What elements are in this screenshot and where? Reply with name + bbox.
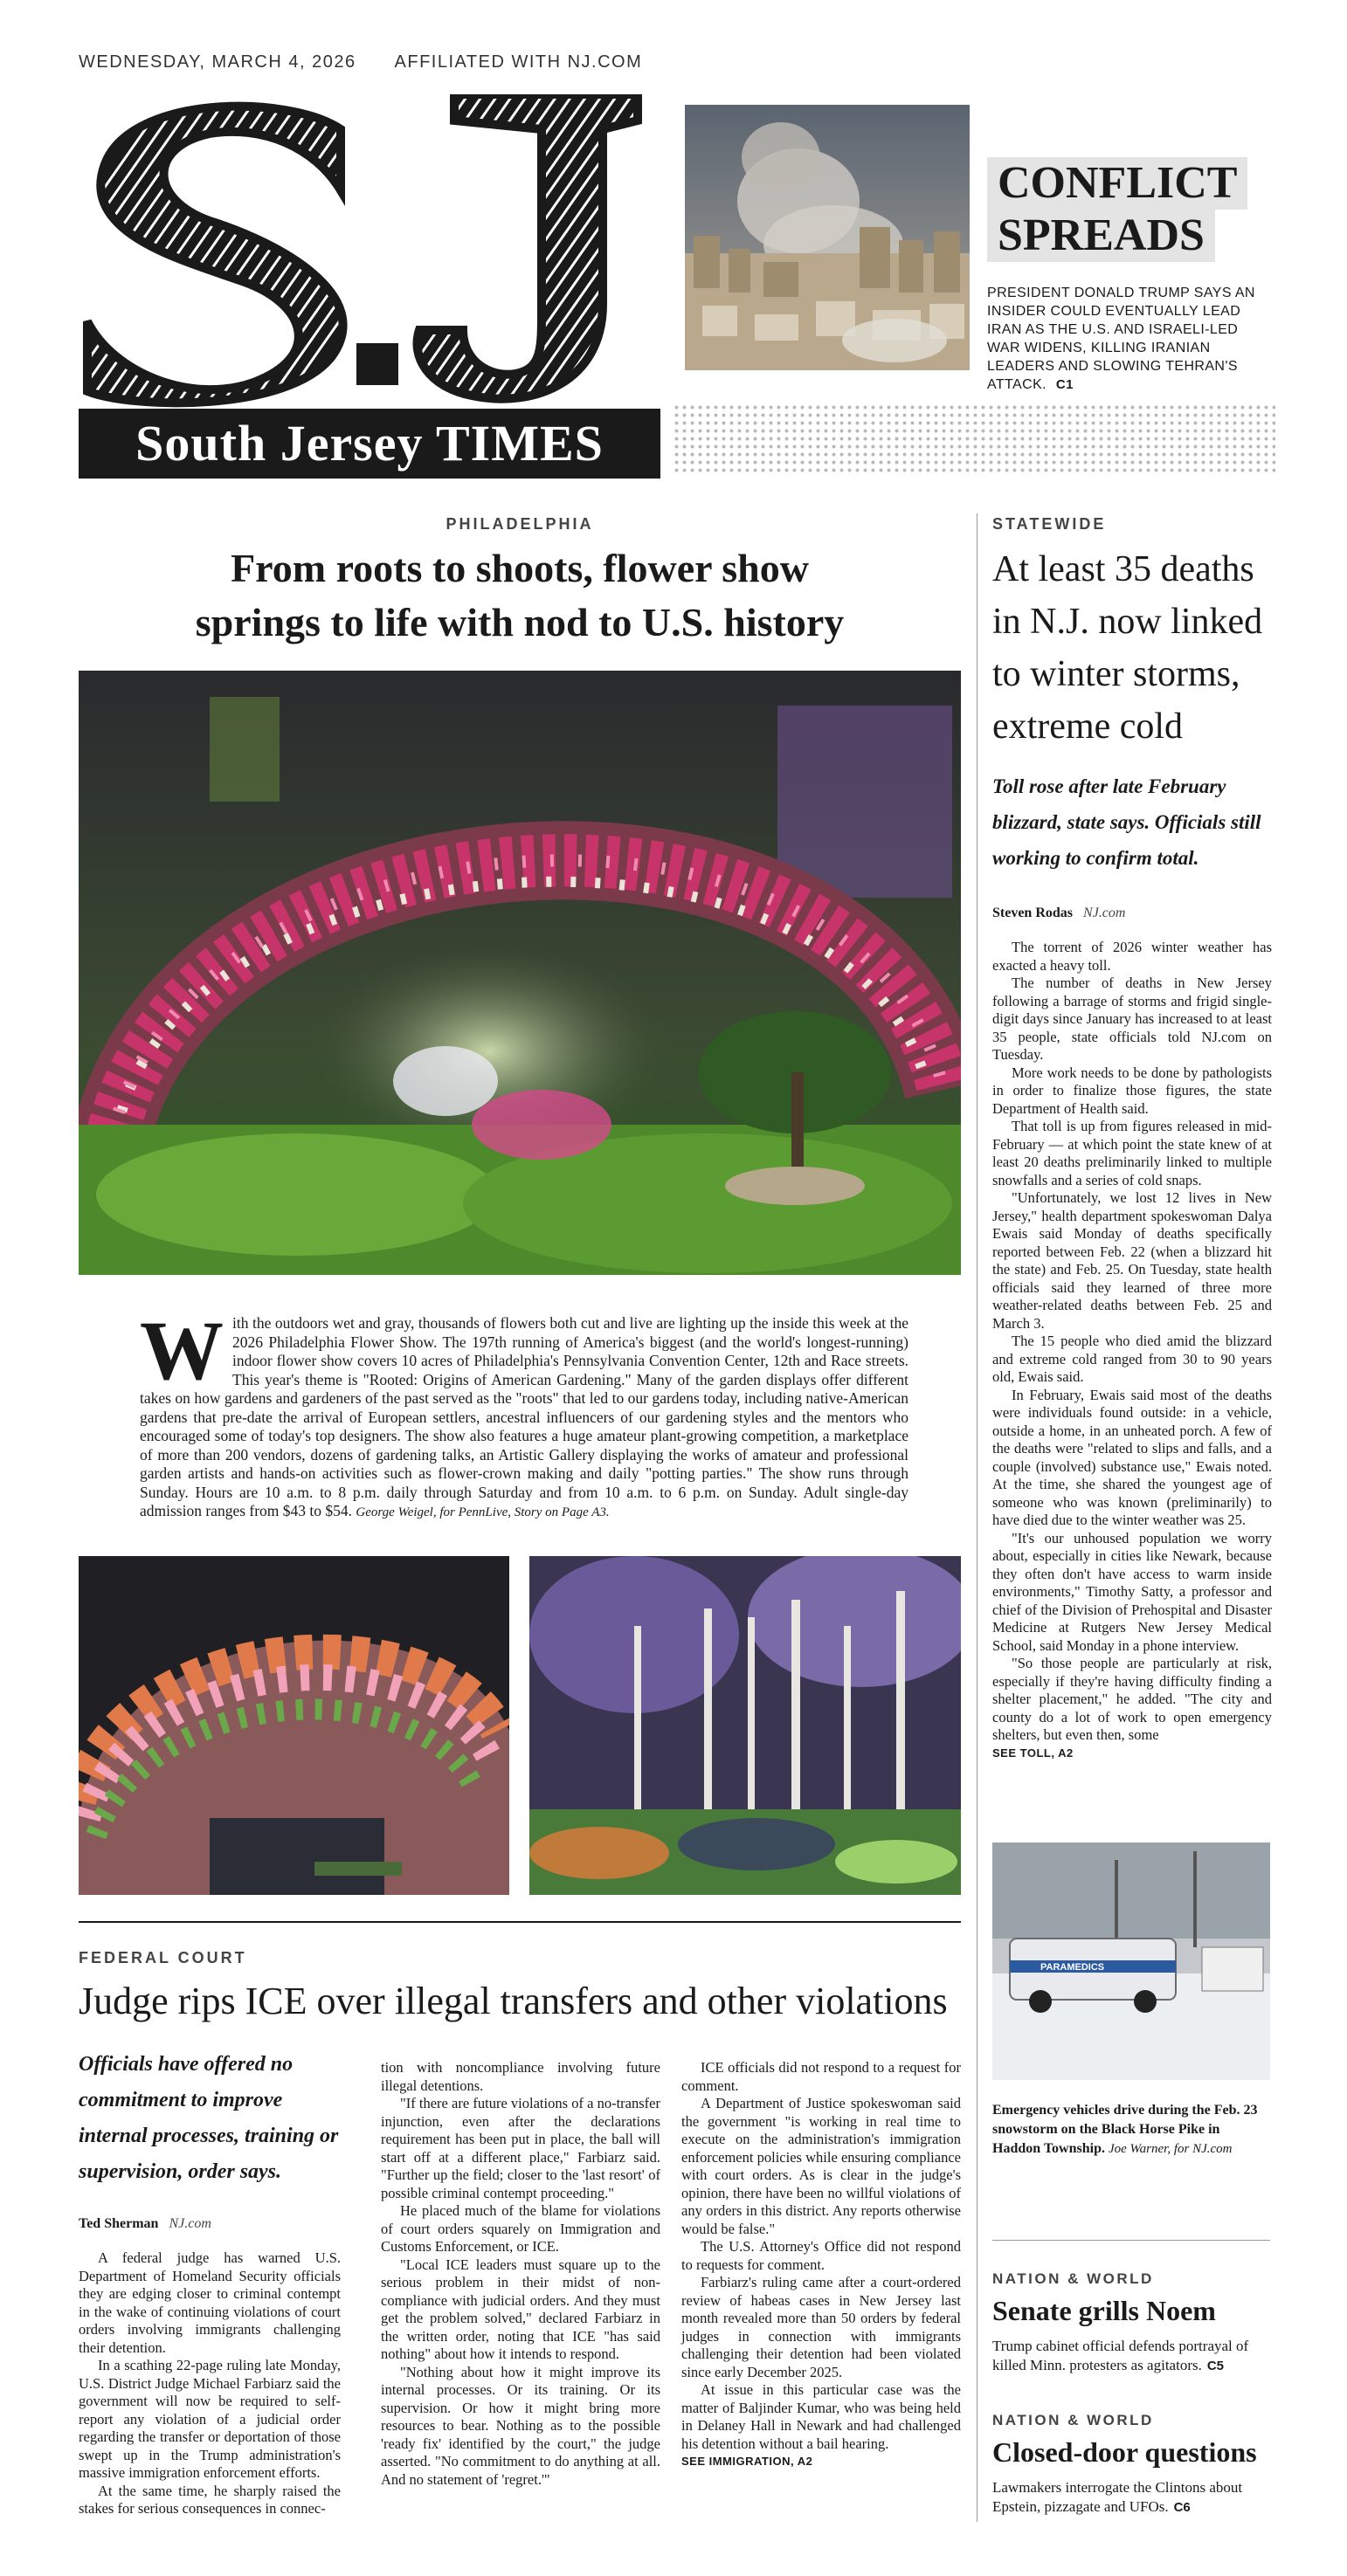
ice-kicker: FEDERAL COURT <box>79 1949 247 1966</box>
hero-deck-text: PRESIDENT DONALD TRUMP SAYS AN INSIDER COULD EVENTUALLY LEAD IRAN AS THE U.S. AND ISRAELI-LED WAR WIDENS, KILLING IRANIAN LEADERS AND SLOWING TEHRAN'S ATTACK. <box>987 286 1255 392</box>
ice-jump-link[interactable]: SEE IMMIGRATION, A2 <box>681 2455 813 2468</box>
paragraph: "So those people are particularly at risk, especially if they're having difficulty finding a shelter placement," he added. "The city and county do a lot of work to open emergency shelters, but even then, some <box>992 1655 1272 1743</box>
brief-page-ref[interactable]: C5 <box>1206 2359 1225 2373</box>
flower-show-arch-photo[interactable] <box>79 671 961 1275</box>
paragraph: A Department of Justice spokeswoman said the government "is working in real time to execute on the administration's immigration enforcement policies while ensuring compliance with court orders. As is clear in the judge's opinion, there have been no willful violations of any orders in this district. Any reports otherwise would be false." <box>681 2095 961 2237</box>
paragraph: ICE officials did not respond to a request for comment. <box>681 2059 961 2094</box>
ice-column-2 <box>381 2059 660 2489</box>
nameplate: South Jersey TIMES <box>79 409 660 479</box>
brief-text <box>992 2478 1270 2517</box>
paragraph: "Nothing about how it might improve its internal processes. Or its training. Or its supervision. Or how it might bring more resources to bear. Nothing as to the possible 'ready fix' identified by the court," the judge asserted. "No commitment to do anything at all. And no statement of 'regret.'" <box>381 2363 660 2488</box>
brief-rule <box>992 2240 1270 2241</box>
brief-summary: Trump cabinet official defends portrayal of killed Minn. protesters as agitators. <box>992 2338 1249 2373</box>
ambulance-label: PARAMEDICS <box>1040 1962 1105 1973</box>
paragraph: The torrent of 2026 winter weather has exacted a heavy toll. <box>992 939 1272 974</box>
paragraph: "It's our unhoused population we worry about, especially in cities like Newark, because they often don't have access to warm inside environments," Timothy Satty, a professor and chief of the Division of Prehospital and Disaster Medicine at Rutgers New Jersey Medical School, said Monday in a phone interview. <box>992 1529 1272 1654</box>
brief-1[interactable] <box>992 2270 1270 2376</box>
main-kicker: PHILADELPHIA <box>446 515 594 533</box>
main-headline-line2: springs to life with nod to U.S. history <box>195 600 845 644</box>
hero-deck <box>987 284 1275 394</box>
paragraph: In February, Ewais said most of the deaths were individuals found outside: in a vehicle, outside a home, in an unheated porch. A few of the deaths were "related to slips and falls, and a couple (involved) substance use," Ewais noted. At the time, she shared the youngest age of someone who was known (preliminarily) to have died due to the winter weather was 25. <box>992 1386 1272 1528</box>
brief-2[interactable] <box>992 2412 1270 2517</box>
paragraph: That toll is up from figures released in mid-February — at which point the state knew of at least 20 deaths preliminarily linked to multiple snowfalls and a series of cold snaps. <box>992 1118 1272 1188</box>
sj-monogram-logo <box>79 94 660 409</box>
caption-text: Emergency vehicles drive during the Feb. 23 snowstorm on the Black Horse Pike in Haddon Township. <box>992 2103 1258 2156</box>
paragraph: A federal judge has warned U.S. Department of Homeland Security officials they are edging closer to criminal contempt in the wake of continuing violations of court orders involving immigrants challenging their detention. <box>79 2249 341 2356</box>
masthead[interactable] <box>79 94 660 479</box>
paragraph: At the same time, he sharply raised the stakes for serious consequences in connec- <box>79 2482 341 2517</box>
brief-page-ref[interactable]: C6 <box>1173 2500 1191 2515</box>
ice-byline-name[interactable]: Ted Sherman <box>79 2216 159 2231</box>
rail-story-body <box>992 939 1272 1762</box>
main-story-text: ith the outdoors wet and gray, thousands of flowers both cut and live are lighting up the inside this week at the 2026 Philadelphia Flower Show. The 197th running of America's biggest (and the world's longest-running) indoor flower show covers 10 acres of Philadelphia's Pennsylvania Convention Center, 12th and Race streets. This year's theme is "Rooted: Origins of American Gardening." Many of the garden displays offer different takes on how gardens and gardeners of the past served as the "roots" that led to our gardens today, including native-American gardens that pre-date the arrival of European settlers, ancestral influencers of our gardening styles and the mentors who encouraged some of today's top designers. The show also features a huge amateur plant-growing competition, a marketplace of more than 200 vendors, dozens of gardening talks, an Artistic Gallery displaying the works of amateur and professional garden artists and hands-on activities such as flower-crown making and daily "potting parties." The show runs through Sunday. Hours are 10 a.m. to 8 p.m. daily through Saturday and from 10 a.m. to 6 p.m. on Sunday. Adult single-day admission ranges from $43 to $54. <box>140 1314 908 1519</box>
paragraph: At issue in this particular case was the matter of Baljinder Kumar, who was being held in Delaney Hall in Newark and had challenged his detention without a bail hearing. <box>681 2381 961 2452</box>
brief-kicker: NATION & WORLD <box>992 2412 1154 2428</box>
rail-jump-link[interactable]: SEE TOLL, A2 <box>992 1746 1074 1760</box>
photo-credit: Joe Warner, for NJ.com <box>1108 2142 1233 2156</box>
paragraph: tion with noncompliance involving future illegal detentions. <box>381 2059 660 2094</box>
brief-headline: Senate grills Noem <box>992 2295 1216 2326</box>
rail-headline[interactable]: At least 35 deaths in N.J. now linked to winter storms, extreme cold <box>992 549 1263 747</box>
ice-byline <box>79 2216 211 2232</box>
dropcap: W <box>140 1304 224 1397</box>
flower-canopy-photo[interactable] <box>79 1556 509 1895</box>
paragraph: He placed much of the blame for violations of court orders squarely on Immigration and Customs Enforcement, or ICE. <box>381 2202 660 2255</box>
paragraph: "If there are future violations of a no-transfer injunction, even after the declarations requirement has been put in place, the ball will start off at a different place," Farbiarz said. "Further up the field; closer to the 'last resort' of possible criminal contempt proceeding." <box>381 2095 660 2201</box>
main-headline[interactable] <box>122 541 917 650</box>
paragraph: Farbiarz's ruling came after a court-ordered review of habeas cases in New Jersey last month revealed more than 50 orders by federal judges in connection with immigrants challenging their detention had been violated since early December 2025. <box>681 2274 961 2380</box>
main-story-body <box>140 1304 908 1523</box>
birch-garden-photo[interactable] <box>529 1556 961 1895</box>
main-story-credit[interactable]: George Weigel, for PennLive, Story on Page A3. <box>356 1505 610 1519</box>
rail-byline <box>992 906 1125 921</box>
dot-pattern-divider <box>673 403 1275 475</box>
affiliation-link[interactable]: AFFILIATED WITH NJ.COM <box>394 52 643 72</box>
brief-headline: Closed-door questions <box>992 2436 1257 2468</box>
hero-headline[interactable] <box>987 157 1260 262</box>
ice-byline-org: NJ.com <box>169 2216 211 2231</box>
brief-text <box>992 2337 1270 2376</box>
rail-byline-org: NJ.com <box>1083 906 1126 920</box>
rail-deck: Toll rose after late February blizzard, state says. Officials still working to confirm total. <box>992 775 1261 869</box>
rail-photo-caption <box>992 2101 1270 2159</box>
paragraph: "Local ICE leaders must square up to the serious problem in their midst of non-compliance with judicial orders. And they must get the problem solved," declared Farbiarz in the written order, noting that ICE "has said nothing" about how it intends to respond. <box>381 2256 660 2362</box>
ice-deck: Officials have offered no commitment to improve internal processes, training or supervision, order says. <box>79 2053 339 2183</box>
paragraph: The U.S. Attorney's Office did not respond to requests for comment. <box>681 2238 961 2273</box>
ice-column-1 <box>79 2249 341 2518</box>
hero-page-ref[interactable]: C1 <box>1055 377 1074 392</box>
paragraph: In a scathing 22-page ruling late Monday, U.S. District Judge Michael Farbiarz said the government will now be required to self-report any violation of a judicial order regarding the transfer or deportation of those swept up in the Trump administration's massive immigration enforcement efforts. <box>79 2357 341 2481</box>
ambulance-snowstorm-photo[interactable] <box>992 1842 1270 2080</box>
paragraph: The number of deaths in New Jersey following a barrage of storms and frigid single-digit days since January has increased to at least 35 people, state officials told NJ.com on Tuesday. <box>992 975 1272 1063</box>
ice-column-3 <box>681 2059 961 2471</box>
paragraph: The 15 people who died amid the blizzard and extreme cold ranged from 30 to 90 years old, Ewais said. <box>992 1333 1272 1385</box>
paragraph: More work needs to be done by pathologists in order to finalize those figures, the state Department of Health said. <box>992 1064 1272 1117</box>
issue-date: WEDNESDAY, MARCH 4, 2026 <box>79 52 356 72</box>
rail-byline-name[interactable]: Steven Rodas <box>992 906 1074 920</box>
hero-photo-smoke-over-city[interactable] <box>685 105 970 370</box>
ice-headline[interactable]: Judge rips ICE over illegal transfers and other violations <box>79 1980 948 2022</box>
section-rule <box>79 1921 961 1923</box>
paragraph: "Unfortunately, we lost 12 lives in New Jersey," health department spokeswoman Dalya Ewais said Monday of deaths specifically reported between Feb. 22 (when a blizzard hit the state) and Feb. 25. On Tuesday, state health officials said they learned of three more weather-related deaths between Feb. 25 and March 3. <box>992 1189 1272 1332</box>
brief-kicker: NATION & WORLD <box>992 2270 1154 2287</box>
hero-headline-line1: CONFLICT <box>987 157 1247 210</box>
brief-summary: Lawmakers interrogate the Clintons about Epstein, pizzagate and UFOs. <box>992 2479 1243 2515</box>
rail-kicker: STATEWIDE <box>992 515 1107 533</box>
topbar <box>79 52 675 72</box>
hero-headline-line2: SPREADS <box>987 210 1215 262</box>
main-headline-line1: From roots to shoots, flower show <box>231 546 809 590</box>
